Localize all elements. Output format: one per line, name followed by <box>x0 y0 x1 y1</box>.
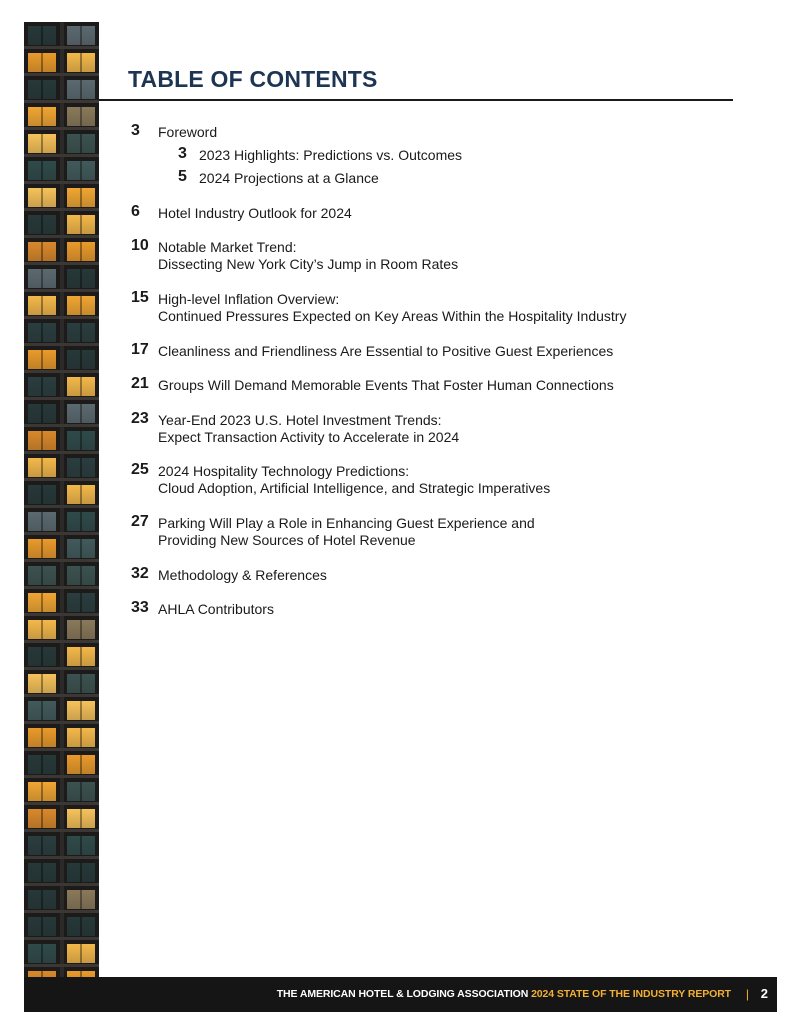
window-mullion <box>41 53 43 72</box>
window-mullion <box>41 161 43 180</box>
facade-column <box>60 454 64 481</box>
facade-floor <box>24 508 99 535</box>
window-mullion <box>80 188 82 207</box>
window-mullion <box>80 917 82 936</box>
facade-window <box>28 53 56 72</box>
facade-window <box>28 215 56 234</box>
facade-window <box>28 836 56 855</box>
facade-column <box>60 562 64 589</box>
facade-column <box>60 643 64 670</box>
facade-window <box>28 269 56 288</box>
facade-window <box>67 242 95 261</box>
facade-column <box>60 103 64 130</box>
facade-floor <box>24 103 99 130</box>
facade-floor <box>24 373 99 400</box>
toc-entry-label: Hotel Industry Outlook for 2024 <box>158 205 352 221</box>
facade-column <box>60 238 64 265</box>
window-mullion <box>80 809 82 828</box>
window-mullion <box>41 566 43 585</box>
window-mullion <box>41 917 43 936</box>
toc-entry-label-line2: Cloud Adoption, Artificial Intelligence, and Strategic Imperatives <box>158 480 551 496</box>
window-mullion <box>41 863 43 882</box>
facade-window <box>28 782 56 801</box>
window-mullion <box>80 620 82 639</box>
window-mullion <box>80 296 82 315</box>
window-mullion <box>41 26 43 45</box>
window-mullion <box>41 944 43 963</box>
facade-floor <box>24 562 99 589</box>
facade-column <box>60 697 64 724</box>
window-mullion <box>41 512 43 531</box>
window-mullion <box>41 728 43 747</box>
toc-page-number: 3 <box>178 145 187 162</box>
window-mullion <box>41 269 43 288</box>
facade-window <box>67 890 95 909</box>
window-mullion <box>80 26 82 45</box>
facade-floor <box>24 346 99 373</box>
window-mullion <box>41 701 43 720</box>
facade-column <box>60 805 64 832</box>
facade-floor <box>24 751 99 778</box>
window-mullion <box>80 377 82 396</box>
facade-window <box>67 755 95 774</box>
facade-window <box>67 647 95 666</box>
facade-floor <box>24 643 99 670</box>
facade-floor <box>24 76 99 103</box>
facade-column <box>60 319 64 346</box>
toc-page-number: 10 <box>131 237 149 254</box>
window-mullion <box>80 404 82 423</box>
title-divider <box>99 99 733 101</box>
facade-floor <box>24 211 99 238</box>
facade-column <box>60 832 64 859</box>
facade-floor <box>24 130 99 157</box>
facade-column <box>60 22 64 49</box>
facade-window <box>28 728 56 747</box>
window-mullion <box>41 485 43 504</box>
window-mullion <box>41 107 43 126</box>
toc-entry-label: Groups Will Demand Memorable Events That Foster Human Connections <box>158 377 614 393</box>
window-mullion <box>80 53 82 72</box>
facade-floor <box>24 616 99 643</box>
facade-window <box>67 566 95 585</box>
facade-floor <box>24 886 99 913</box>
facade-floor <box>24 697 99 724</box>
toc-entry-label: AHLA Contributors <box>158 601 274 617</box>
facade-window <box>67 107 95 126</box>
facade-window <box>28 377 56 396</box>
window-mullion <box>41 674 43 693</box>
facade-window <box>28 863 56 882</box>
toc-entry-label-line2: Dissecting New York City’s Jump in Room Rates <box>158 256 459 272</box>
window-mullion <box>41 755 43 774</box>
toc-entry-label-line2: Providing New Sources of Hotel Revenue <box>158 532 416 548</box>
window-mullion <box>41 377 43 396</box>
footer-org: THE AMERICAN HOTEL & LODGING ASSOCIATION <box>276 988 529 1000</box>
toc-entry-label: Notable Market Trend: <box>158 239 297 255</box>
footer-label <box>277 988 731 1000</box>
facade-floor <box>24 832 99 859</box>
window-mullion <box>80 647 82 666</box>
facade-window <box>67 917 95 936</box>
window-mullion <box>80 728 82 747</box>
facade-window <box>28 431 56 450</box>
facade-floor <box>24 292 99 319</box>
window-mullion <box>80 80 82 99</box>
window-mullion <box>80 593 82 612</box>
window-mullion <box>41 593 43 612</box>
window-mullion <box>41 458 43 477</box>
facade-window <box>67 431 95 450</box>
facade-floor <box>24 967 99 977</box>
facade-column <box>60 508 64 535</box>
facade-window <box>28 539 56 558</box>
toc-entry-label: High-level Inflation Overview: <box>158 291 340 307</box>
facade-floor <box>24 859 99 886</box>
window-mullion <box>80 431 82 450</box>
facade-window <box>67 350 95 369</box>
facade-window <box>28 296 56 315</box>
window-mullion <box>80 350 82 369</box>
window-mullion <box>41 215 43 234</box>
toc-page-number: 32 <box>131 565 149 582</box>
toc-entry-label: Foreword <box>158 124 218 140</box>
facade-window <box>67 296 95 315</box>
facade-column <box>60 373 64 400</box>
facade-column <box>60 481 64 508</box>
facade-column <box>60 616 64 643</box>
window-mullion <box>41 188 43 207</box>
facade-floor <box>24 238 99 265</box>
window-mullion <box>41 890 43 909</box>
facade-window <box>28 566 56 585</box>
facade-window <box>67 377 95 396</box>
facade-window <box>67 809 95 828</box>
facade-window <box>67 620 95 639</box>
facade-floor <box>24 805 99 832</box>
facade-window <box>28 755 56 774</box>
facade-window <box>67 836 95 855</box>
toc-entry-label: 2023 Highlights: Predictions vs. Outcomes <box>199 147 463 163</box>
window-mullion <box>80 755 82 774</box>
facade-floor <box>24 454 99 481</box>
toc-page-number: 17 <box>131 341 149 358</box>
window-mullion <box>80 323 82 342</box>
window-mullion <box>80 944 82 963</box>
toc-entry-label: 2024 Hospitality Technology Predictions: <box>158 463 410 479</box>
facade-window <box>28 458 56 477</box>
window-mullion <box>80 782 82 801</box>
toc-page-number: 5 <box>178 168 187 185</box>
facade-floor <box>24 940 99 967</box>
facade-column <box>60 265 64 292</box>
facade-floor <box>24 670 99 697</box>
facade-column <box>60 346 64 373</box>
toc-page-number: 23 <box>131 410 149 427</box>
facade-window <box>67 215 95 234</box>
facade-floor <box>24 400 99 427</box>
toc-page-number: 33 <box>131 599 149 616</box>
toc-entry-label: Year-End 2023 U.S. Hotel Investment Trends: <box>158 412 442 428</box>
window-mullion <box>41 809 43 828</box>
facade-window <box>28 944 56 963</box>
facade-floor <box>24 49 99 76</box>
toc-page-number: 15 <box>131 289 149 306</box>
facade-column <box>60 670 64 697</box>
toc-entry-label: Parking Will Play a Role in Enhancing Guest Experience and <box>158 515 535 531</box>
facade-column <box>60 886 64 913</box>
facade-window <box>28 593 56 612</box>
facade-column <box>60 49 64 76</box>
facade-column <box>60 535 64 562</box>
facade-column <box>60 211 64 238</box>
facade-window <box>28 674 56 693</box>
facade-window <box>28 134 56 153</box>
window-mullion <box>80 161 82 180</box>
facade-window <box>28 917 56 936</box>
toc-entry-label: Methodology & References <box>158 567 327 583</box>
facade-window <box>28 890 56 909</box>
facade-window <box>67 188 95 207</box>
facade-window <box>28 323 56 342</box>
window-mullion <box>41 80 43 99</box>
facade-window <box>28 161 56 180</box>
toc-entry-label: 2024 Projections at a Glance <box>199 170 379 186</box>
footer-report-title: 2024 STATE OF THE INDUSTRY REPORT <box>531 988 731 1000</box>
facade-column <box>60 76 64 103</box>
facade-window <box>67 701 95 720</box>
facade-window <box>67 404 95 423</box>
page-title: TABLE OF CONTENTS <box>128 66 378 92</box>
facade-window <box>67 728 95 747</box>
facade-floor <box>24 22 99 49</box>
facade-floor <box>24 913 99 940</box>
facade-window <box>67 674 95 693</box>
facade-window <box>67 539 95 558</box>
facade-column <box>60 184 64 211</box>
window-mullion <box>80 701 82 720</box>
facade-window <box>67 782 95 801</box>
facade-column <box>60 967 64 977</box>
facade-column <box>60 130 64 157</box>
hotel-facade-image <box>24 22 99 977</box>
window-mullion <box>41 836 43 855</box>
facade-window <box>67 458 95 477</box>
facade-window <box>28 242 56 261</box>
facade-window <box>67 269 95 288</box>
footer-separator: | <box>745 987 749 1001</box>
window-mullion <box>41 647 43 666</box>
window-mullion <box>80 242 82 261</box>
facade-window <box>28 620 56 639</box>
facade-window <box>28 809 56 828</box>
facade-column <box>60 859 64 886</box>
facade-window <box>67 26 95 45</box>
facade-floor <box>24 589 99 616</box>
window-mullion <box>80 458 82 477</box>
facade-window <box>67 512 95 531</box>
window-mullion <box>41 539 43 558</box>
facade-floor <box>24 535 99 562</box>
window-mullion <box>41 620 43 639</box>
facade-window <box>28 512 56 531</box>
window-mullion <box>41 242 43 261</box>
window-mullion <box>80 674 82 693</box>
window-mullion <box>80 539 82 558</box>
facade-window <box>28 404 56 423</box>
facade-floor <box>24 427 99 454</box>
facade-column <box>60 724 64 751</box>
window-mullion <box>80 836 82 855</box>
facade-column <box>60 913 64 940</box>
facade-column <box>60 400 64 427</box>
window-mullion <box>80 890 82 909</box>
window-mullion <box>41 431 43 450</box>
toc-page-number: 25 <box>131 461 149 478</box>
page-footer <box>24 977 777 1012</box>
facade-column <box>60 751 64 778</box>
window-mullion <box>80 566 82 585</box>
facade-column <box>60 778 64 805</box>
facade-window <box>67 323 95 342</box>
window-mullion <box>41 296 43 315</box>
window-mullion <box>80 863 82 882</box>
facade-floor <box>24 157 99 184</box>
facade-window <box>67 80 95 99</box>
facade-window <box>67 134 95 153</box>
facade-window <box>28 485 56 504</box>
facade-window <box>67 53 95 72</box>
facade-column <box>60 157 64 184</box>
facade-floor <box>24 481 99 508</box>
toc-entry-label-line2: Continued Pressures Expected on Key Areas Within the Hospitality Industry <box>158 308 627 324</box>
window-mullion <box>80 269 82 288</box>
facade-column <box>60 427 64 454</box>
toc-page-number: 6 <box>131 203 140 220</box>
window-mullion <box>41 323 43 342</box>
facade-window <box>67 863 95 882</box>
toc-entry-label-line2: Expect Transaction Activity to Accelerate in 2024 <box>158 429 460 445</box>
window-mullion <box>41 350 43 369</box>
facade-window <box>67 485 95 504</box>
page-number: 2 <box>760 986 768 1001</box>
facade-floor <box>24 319 99 346</box>
facade-floor <box>24 724 99 751</box>
facade-window <box>28 80 56 99</box>
facade-window <box>28 107 56 126</box>
window-mullion <box>80 512 82 531</box>
facade-column <box>60 940 64 967</box>
facade-window <box>28 26 56 45</box>
facade-window <box>28 188 56 207</box>
facade-window <box>28 701 56 720</box>
facade-window <box>28 350 56 369</box>
window-mullion <box>80 485 82 504</box>
facade-column <box>60 292 64 319</box>
toc-page-number: 3 <box>131 122 140 139</box>
facade-window <box>67 161 95 180</box>
window-mullion <box>41 404 43 423</box>
window-mullion <box>41 782 43 801</box>
toc-entry-label: Cleanliness and Friendliness Are Essential to Positive Guest Experiences <box>158 343 614 359</box>
facade-floor <box>24 184 99 211</box>
facade-window <box>67 944 95 963</box>
facade-window <box>67 593 95 612</box>
facade-floor <box>24 265 99 292</box>
facade-column <box>60 589 64 616</box>
window-mullion <box>41 134 43 153</box>
window-mullion <box>80 215 82 234</box>
toc-page-number: 27 <box>131 513 149 530</box>
window-mullion <box>80 134 82 153</box>
toc-page-number: 21 <box>131 375 149 392</box>
facade-floor <box>24 778 99 805</box>
window-mullion <box>80 107 82 126</box>
facade-window <box>28 647 56 666</box>
